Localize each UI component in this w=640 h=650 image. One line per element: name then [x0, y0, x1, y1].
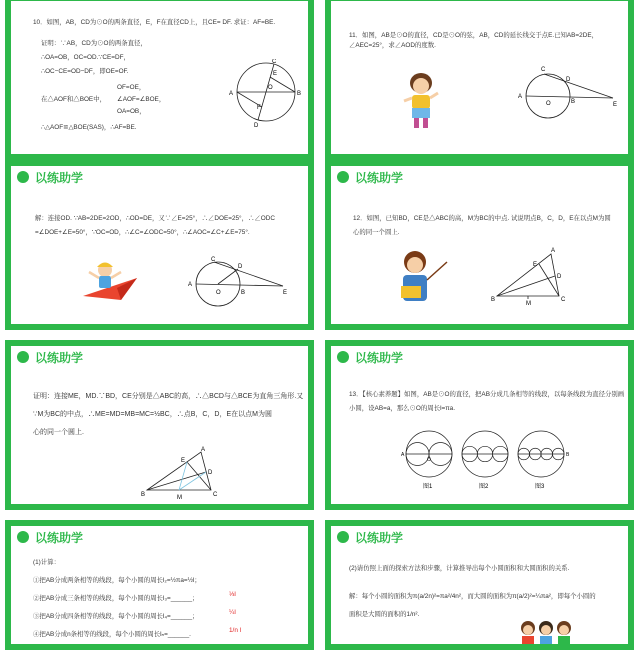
label-d: D	[566, 77, 571, 83]
caption-fig1: 图1	[423, 484, 433, 490]
label-a: A	[201, 447, 206, 453]
figure-1	[406, 431, 452, 477]
circles-figures	[401, 426, 571, 491]
circle-figure	[513, 61, 623, 121]
label-e: E	[283, 290, 288, 296]
section-header	[11, 166, 83, 188]
problem-text: 10．如图，AB，CD为⊙O的两条直径，E，F在直径CD上，且CE= DF. 求证：AF=BE.	[33, 19, 276, 26]
question-line: ③把AB分成四条相等的线段，每个小圆的周长l₄=______；	[33, 613, 199, 620]
problem-line: 小圆，设AB=a，那么⊙O的周长l=πa.	[349, 405, 455, 412]
section-title: 以练助学	[35, 170, 84, 185]
section-header	[11, 526, 83, 548]
proof-line: ∵M为BC的中点，∴ME=MD=MB=MC=½BC，∴点B，C，D，E在以点M为圆	[33, 411, 272, 418]
label-f: F	[257, 105, 261, 111]
solution-line: 面积是大圆的面积的1/n².	[349, 611, 420, 618]
label-a: A	[229, 91, 234, 97]
label-d: D	[238, 264, 243, 270]
figure-2	[462, 431, 508, 477]
section-header	[11, 346, 83, 368]
solution-line: 解：每个小圆的面积为π(a/2n)²=πa²/4n²，而大圆的面积为π(a/2)²=¼πa²，即每个小圆的	[349, 593, 596, 600]
problem-line: 12．如图，已知BD，CE是△ABC的高，M为BC的中点. 试说明点B，C，D，E在以点M为圆	[353, 215, 611, 222]
label-b: B	[297, 91, 302, 97]
label-c: C	[211, 257, 216, 263]
proof-line: ∴OC−CE=OD−DF，即OE=OF.	[41, 68, 129, 75]
solution-line: 解：连接OD. ∵AB=2DE=2OD，∴OD=DE，又∵∠E=25°，∴∠DOE=25°，∴∠ODC	[35, 215, 275, 222]
label-d: D	[208, 470, 213, 476]
label-a: A	[401, 452, 405, 458]
bullet-icon	[337, 531, 349, 543]
label-m: M	[177, 495, 182, 501]
circle-figure	[183, 254, 293, 314]
label-e: E	[613, 102, 618, 108]
label-c: C	[541, 67, 546, 73]
label-b: B	[491, 297, 496, 303]
label-e: E	[533, 262, 538, 268]
proof-line: 证明：∵AB，CD为⊙O的两条直径，	[41, 40, 147, 47]
triangle-figure	[141, 446, 221, 502]
bullet-icon	[17, 171, 29, 183]
section-header	[331, 526, 403, 548]
proof-line: ∴△AOF≌△BOE(SAS)，∴AF=BE.	[41, 124, 137, 131]
label-e: E	[273, 71, 278, 77]
answer: 1/n l	[229, 627, 242, 634]
figure-3	[518, 431, 564, 477]
brace-line: OF=OE，	[117, 84, 146, 91]
label-d: D	[254, 123, 259, 129]
bullet-icon	[17, 351, 29, 363]
label-o: O	[268, 85, 273, 91]
problem-line: 13．【核心素养题】如图，AB是⊙O的直径，把AB分成几条相等的线段，以每条线段为直径分别画	[349, 391, 625, 398]
bullet-icon	[337, 351, 349, 363]
problem-text: 11．如图，AB是⊙O的直径，CD是⊙O的弦，AB，CD的延长线交于点E.已知AB=2DE，∠AEC=25°，求∠AOD的度数.	[349, 32, 598, 49]
slide-1	[5, 0, 314, 160]
slide-8	[325, 520, 634, 650]
brace-line: ∠AOF=∠BOE，	[117, 96, 166, 103]
solution-line: =∠DOE+∠E=50°，∵OC=OD，∴∠C=∠ODC=50°，∴∠AOC=∠C+∠E=75°.	[35, 229, 250, 236]
section-title: 以练助学	[35, 530, 84, 545]
bullet-icon	[17, 531, 29, 543]
label-o: O	[427, 457, 431, 463]
label-e: E	[181, 458, 186, 464]
answer: ¼l	[229, 609, 236, 616]
section-title: 以练助学	[35, 350, 84, 365]
label-b: B	[566, 452, 570, 458]
slide-4	[325, 160, 634, 330]
question-line: ④把AB分成n条相等的线段，每个小圆的周长lₙ=______.	[33, 631, 191, 638]
label-a: A	[188, 282, 193, 288]
label-o: O	[216, 290, 221, 296]
label-b: B	[241, 290, 246, 296]
slide-3	[5, 160, 314, 330]
problem-line: 心的同一个圆上.	[353, 229, 400, 236]
boy-plane-illustration	[81, 256, 141, 306]
slide-2	[325, 0, 634, 160]
slide-5	[5, 340, 314, 510]
section-title: 以练助学	[355, 170, 404, 185]
caption-fig3: 图3	[535, 484, 545, 490]
section-title: 以练助学	[355, 530, 404, 545]
question-line: (2)请仿照上面的探索方法和步骤，计算推导出每个小圆面积和大圆面积的关系.	[349, 565, 570, 572]
kids-illustration	[516, 618, 576, 650]
answer: ⅓l	[229, 591, 236, 598]
label-c: C	[561, 297, 566, 303]
bullet-icon	[337, 171, 349, 183]
label-b: B	[571, 99, 576, 105]
label-c: C	[272, 59, 277, 65]
intro-text: (1)计算：	[33, 559, 60, 566]
slide-7	[5, 520, 314, 650]
label-m: M	[526, 301, 531, 306]
proof-line: 心的同一个圆上.	[33, 429, 84, 436]
boy-illustration	[401, 71, 441, 133]
proof-line: 证明：连接ME，MD.∵BD，CE分别是△ABC的高，∴△BCD与△BCE为直角三角形.又	[33, 393, 304, 400]
label-b: B	[141, 492, 146, 498]
question-line: ①把AB分成两条相等的线段，每个小圆的周长l₂=½πa=½l；	[33, 577, 201, 584]
section-header	[331, 346, 403, 368]
question-line: ②把AB分成三条相等的线段，每个小圆的周长l₃=______；	[33, 595, 199, 602]
teacher-illustration	[391, 248, 451, 308]
section-title: 以练助学	[355, 350, 404, 365]
label-o: O	[546, 101, 551, 107]
label-a: A	[518, 94, 523, 100]
triangle-figure	[491, 246, 571, 306]
proof-line: ∴OA=OB，OC=OD.∵CE=DF，	[41, 54, 130, 61]
label-d: D	[557, 274, 562, 280]
circle-figure	[226, 59, 306, 129]
label-c: C	[213, 492, 218, 498]
section-header	[331, 166, 403, 188]
brace-line: OA=OB，	[117, 108, 146, 115]
proof-line: 在△AOF和△BOE中，	[41, 96, 106, 103]
slide-6	[325, 340, 634, 510]
caption-fig2: 图2	[479, 484, 489, 490]
label-a: A	[551, 248, 556, 254]
